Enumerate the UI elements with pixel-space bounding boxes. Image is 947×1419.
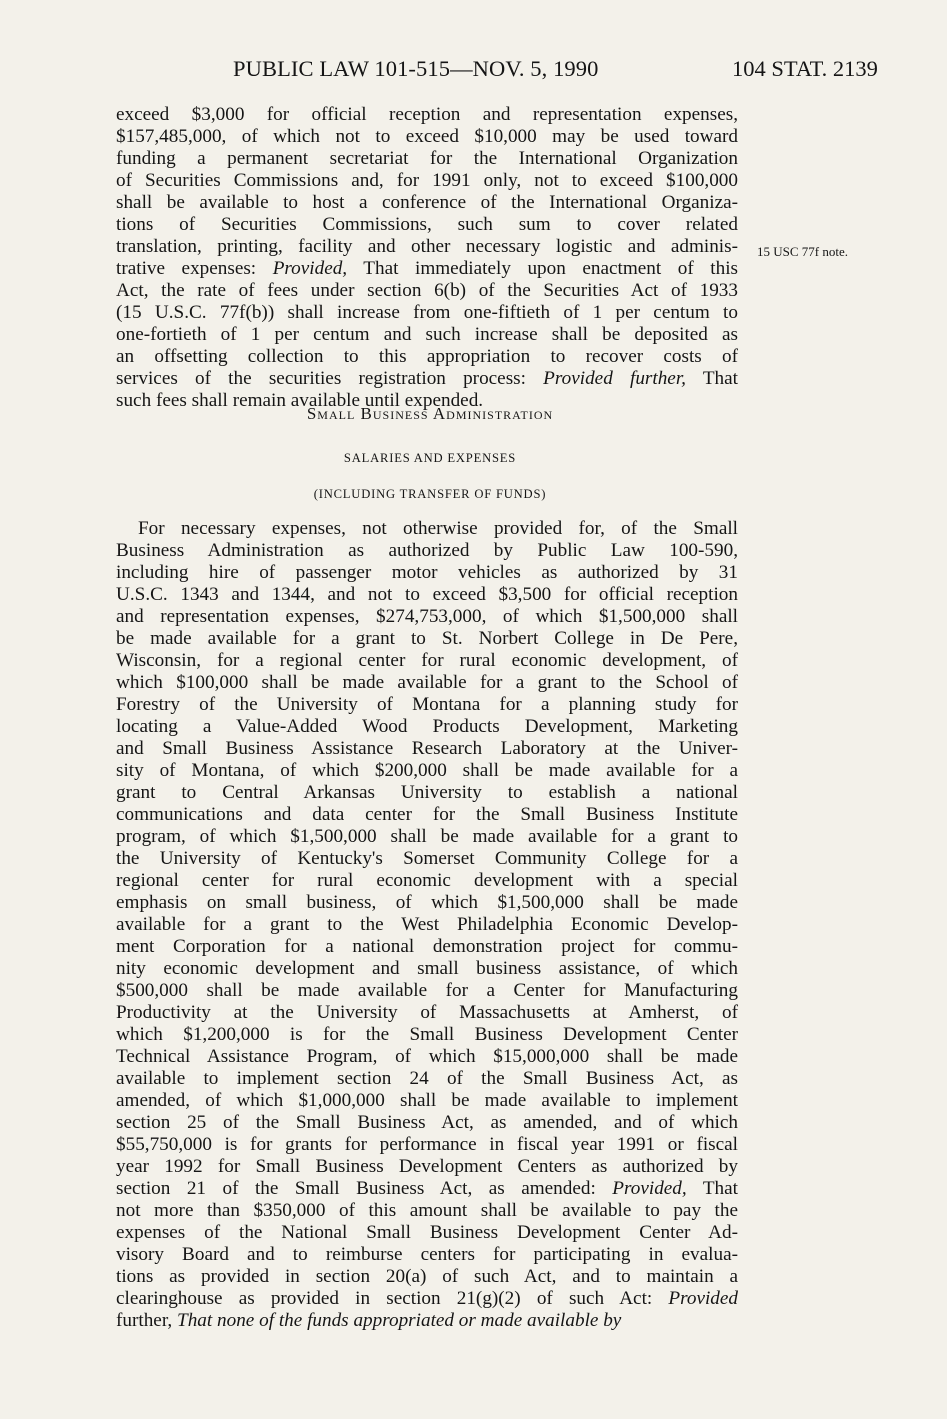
text-line: available for a grant to the West Philadelphia Economic Develop- xyxy=(116,914,738,935)
text-line: U.S.C. 1343 and 1344, and not to exceed $3,500 for official reception xyxy=(116,584,738,605)
text-line: locating a Value-Added Wood Products Development, Marketing xyxy=(116,716,738,737)
subsection-heading: SALARIES AND EXPENSES xyxy=(343,451,517,465)
text-line: Business Administration as authorized by Public Law 100-590, xyxy=(116,540,738,561)
text-line: not more than $350,000 of this amount shall be available to pay the xyxy=(116,1200,738,1221)
running-header-page-ref: 104 STAT. 2139 xyxy=(732,56,878,81)
text-line: sity of Montana, of which $200,000 shall be made available for a xyxy=(116,760,738,781)
text-line: year 1992 for Small Business Development Centers as authorized by xyxy=(116,1156,738,1177)
text-line: amended, of which $1,000,000 shall be made available to implement xyxy=(116,1090,738,1111)
text-line: shall be available to host a conference of the International Organiza- xyxy=(116,192,738,213)
text-line: which $1,200,000 is for the Small Business Development Center xyxy=(116,1024,738,1045)
text-line: $55,750,000 is for grants for performance in fiscal year 1991 or fiscal xyxy=(116,1134,738,1155)
subsection-note: (INCLUDING TRANSFER OF FUNDS) xyxy=(313,487,547,501)
text-line: regional center for rural economic development with a special xyxy=(116,870,738,891)
text-line: tions as provided in section 20(a) of such Act, and to maintain a xyxy=(116,1266,738,1287)
text-line: be made available for a grant to St. Norbert College in De Pere, xyxy=(116,628,738,649)
text-line: ment Corporation for a national demonstration project for commu- xyxy=(116,936,738,957)
text-line: one-fortieth of 1 per centum and such increase shall be deposited as xyxy=(116,324,738,345)
text-line: available to implement section 24 of the Small Business Act, as xyxy=(116,1068,738,1089)
text-line: Forestry of the University of Montana for a planning study for xyxy=(116,694,738,715)
paragraph-sba-salaries xyxy=(116,518,738,1332)
marginal-citation-note: 15 USC 77f note. xyxy=(757,244,848,259)
text-line: tions of Securities Commissions, such sum to cover related xyxy=(116,214,738,235)
text-line: nity economic development and small business assistance, of which xyxy=(116,958,738,979)
text-line: emphasis on small business, of which $1,500,000 shall be made xyxy=(116,892,738,913)
text-line: Technical Assistance Program, of which $15,000,000 shall be made xyxy=(116,1046,738,1067)
text-line: (15 U.S.C. 77f(b)) shall increase from one-fiftieth of 1 per centum to xyxy=(116,302,738,323)
text-line: funding a permanent secretariat for the International Organization xyxy=(116,148,738,169)
text-line: $157,485,000, of which not to exceed $10,000 may be used toward xyxy=(116,126,738,147)
text-line: Act, the rate of fees under section 6(b) of the Securities Act of 1933 xyxy=(116,280,738,301)
text-line: visory Board and to reimburse centers for participating in evalua- xyxy=(116,1244,738,1265)
text-line: program, of which $1,500,000 shall be made available for a grant to xyxy=(116,826,738,847)
text-line: $500,000 shall be made available for a Center for Manufacturing xyxy=(116,980,738,1001)
running-header-title: PUBLIC LAW 101-515—NOV. 5, 1990 xyxy=(233,56,599,81)
text-line: which $100,000 shall be made available for a grant to the School of xyxy=(116,672,738,693)
text-line: the University of Kentucky's Somerset Community College for a xyxy=(116,848,738,869)
text-line: grant to Central Arkansas University to establish a national xyxy=(116,782,738,803)
text-line: exceed $3,000 for official reception and representation expenses, xyxy=(116,104,738,125)
paragraph-securities-commission xyxy=(116,104,738,412)
text-line: and representation expenses, $274,753,000, of which $1,500,000 shall xyxy=(116,606,738,627)
text-line: expenses of the National Small Business Development Center Ad- xyxy=(116,1222,738,1243)
text-line: services of the securities registration process: Provided further, That xyxy=(116,368,738,389)
text-line: section 25 of the Small Business Act, as amended, and of which xyxy=(116,1112,738,1133)
text-line: translation, printing, facility and other necessary logistic and adminis- xyxy=(116,236,738,257)
text-line: section 21 of the Small Business Act, as amended: Provided, That xyxy=(116,1178,738,1199)
section-heading: Small Business Administration xyxy=(306,404,554,423)
text-line: of Securities Commissions and, for 1991 only, not to exceed $100,000 xyxy=(116,170,738,191)
text-line: communications and data center for the Small Business Institute xyxy=(116,804,738,825)
text-line: further, That none of the funds appropriated or made available by xyxy=(116,1310,622,1331)
text-line: clearinghouse as provided in section 21(g)(2) of such Act: Provided xyxy=(116,1288,738,1309)
text-line: Wisconsin, for a regional center for rural economic development, of xyxy=(116,650,738,671)
text-line: Productivity at the University of Massachusetts at Amherst, of xyxy=(116,1002,738,1023)
text-line: such fees shall remain available until expended. xyxy=(116,390,484,411)
text-line: trative expenses: Provided, That immediately upon enactment of this xyxy=(116,258,738,279)
text-line: For necessary expenses, not otherwise provided for, of the Small xyxy=(138,518,738,539)
text-line: and Small Business Assistance Research Laboratory at the Univer- xyxy=(116,738,738,759)
text-line: an offsetting collection to this appropriation to recover costs of xyxy=(116,346,738,367)
text-line: including hire of passenger motor vehicles as authorized by 31 xyxy=(116,562,738,583)
